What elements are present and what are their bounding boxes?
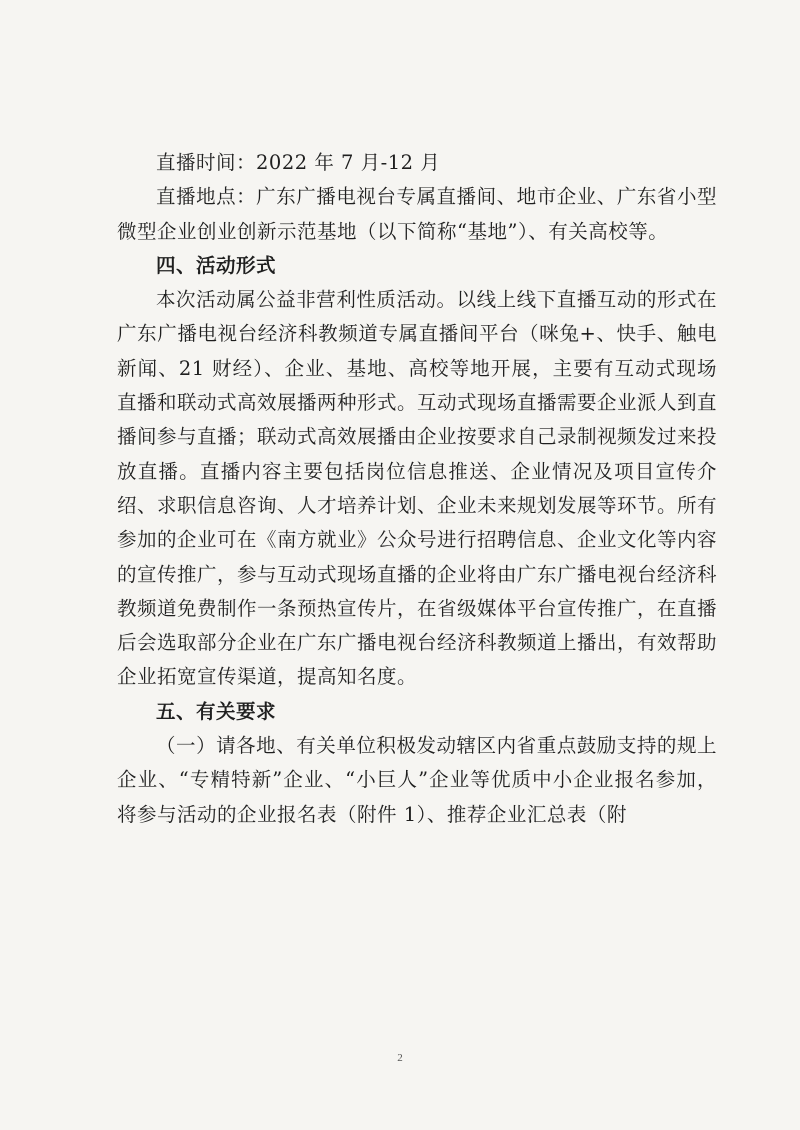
section-heading-requirements: 五、有关要求 xyxy=(156,699,277,723)
paragraph-activity-form: 本次活动属公益非营利性质活动。以线上线下直播互动的形式在广东广播电视台经济科教频道专属直播间平台（咪兔+、快手、触电新闻、21 财经）、企业、基地、高校等地开展，主要有互动式现场直播和联动式高效展播两种形式。互动式现场直播需要企业派人到直播间参与直播；联动式高效展播由企业按要求自己录制视频发过来投放直播。直播内容主要包括岗位信息推送、企业情况及项目宣传介绍、求职信息咨询、人才培养计划、企业未来规划发展等环节。所有参加的企业可在《南方就业》公众号进行招聘信息、企业文化等内容的宣传推广，参与互动式现场直播的企业将由广东广播电视台经济科教频道免费制作一条预热宣传片，在省级媒体平台宣传推广，在直播后会选取部分企业在广东广播电视台经济科教频道上播出，有效帮助企业拓宽宣传渠道，提高知名度。 xyxy=(117,288,718,689)
page-number: 2 xyxy=(397,1052,403,1064)
paragraph-live-location: 直播地点：广东广播电视台专属直播间、地市企业、广东省小型微型企业创业创新示范基地（以下简称“基地”）、有关高校等。 xyxy=(117,185,717,243)
document-body xyxy=(117,146,717,832)
paragraph-live-time: 直播时间：2022 年 7 月-12 月 xyxy=(156,151,441,174)
paragraph-requirement-1: （一）请各地、有关单位积极发动辖区内省重点鼓励支持的规上企业、“专精特新”企业、“小巨人”企业等优质中小企业报名参加，将参与活动的企业报名表（附件 1）、推荐企业汇总表（附 xyxy=(117,734,717,826)
section-heading-activity-form: 四、活动形式 xyxy=(156,253,277,277)
